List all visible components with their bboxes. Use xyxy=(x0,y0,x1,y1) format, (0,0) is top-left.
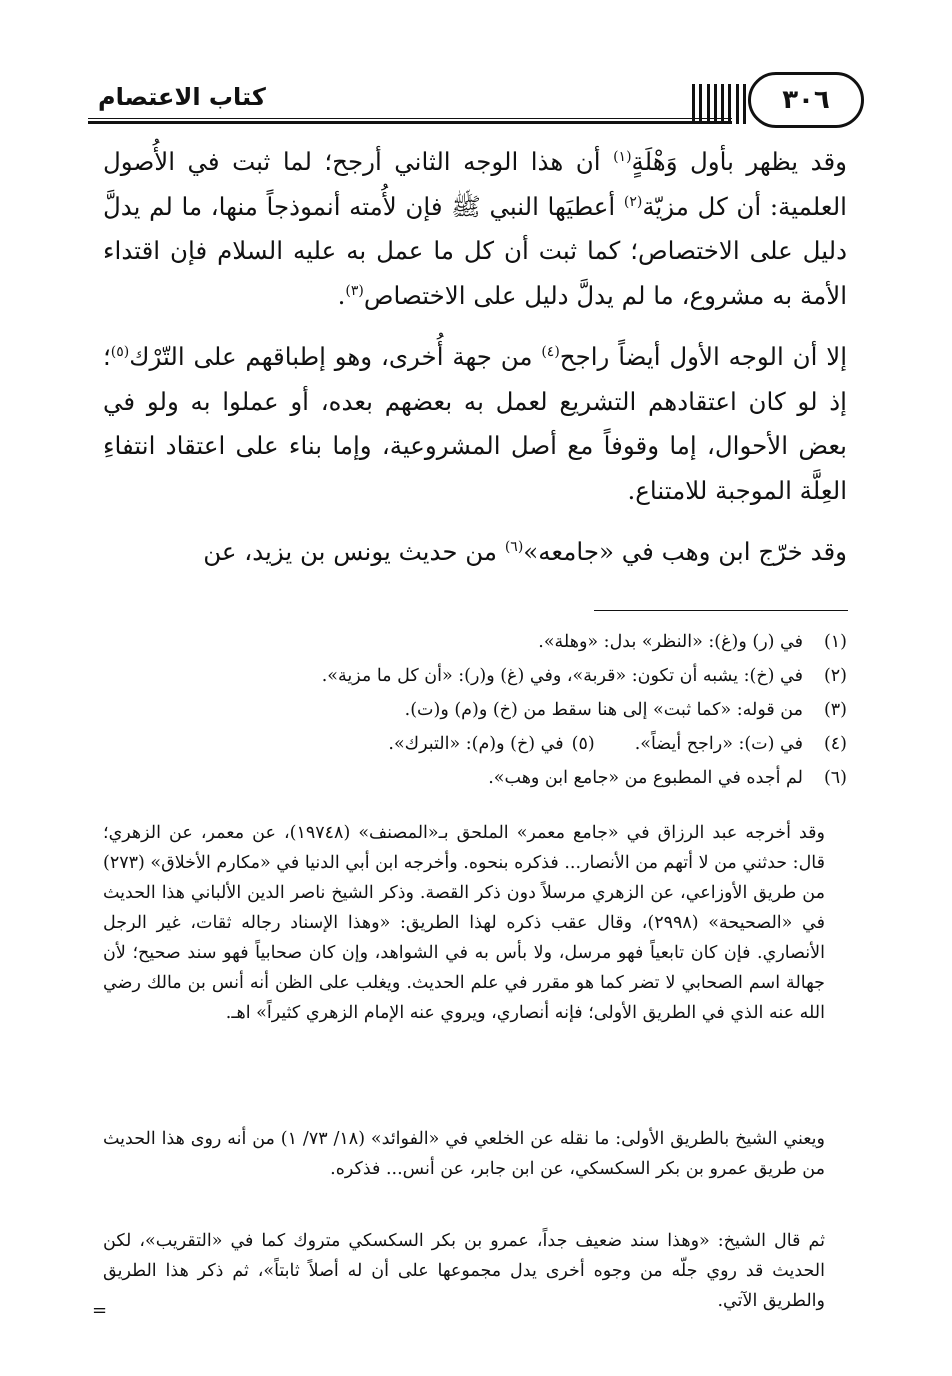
page-header xyxy=(88,68,864,130)
text-run: أن هذا الوجه الثاني أرجح؛ لما ثبت في الأُصول العلمية: أن كل مزيّة xyxy=(103,147,847,221)
footnote-text: لم أجده في المطبوع من «جامع ابن وهب». xyxy=(488,768,803,788)
text-run: وقد يظهر بأول وَهْلَةٍ xyxy=(631,147,847,176)
header-rule xyxy=(88,118,732,119)
footnote-number: (٦) xyxy=(823,768,847,788)
footnote-number: (٢) xyxy=(823,666,847,686)
paragraph-2 xyxy=(103,335,847,513)
footnote-separator xyxy=(594,610,848,611)
footnote-number: (١) xyxy=(823,632,847,652)
footnote-6-body-3: ثم قال الشيخ: «وهذا سند ضعيف جداً، عمرو بن بكر السكسكي متروك كما في «التقريب»، لكن الحديث قد روي جلّه من وجوه أخرى يدل مجموعها على أن له أصلاً ثابتاً»، ثم ذكر هذا الطريق والطريق الآتي. xyxy=(103,1231,825,1311)
page-number: ٣٠٦ xyxy=(782,85,830,115)
text-run: . xyxy=(337,280,346,310)
footnotes-list xyxy=(103,625,847,795)
footnote-3 xyxy=(103,693,847,727)
paragraph-1 xyxy=(103,140,847,318)
footnote-ref[interactable]: (٤) xyxy=(541,343,560,360)
text-run: وقد خرّج ابن وهب في «جامعه» xyxy=(523,537,847,566)
footnote-6-body-1: وقد أخرجه عبد الرزاق في «جامع معمر» الملحق بـ«المصنف» (١٩٧٤٨)، عن معمر، عن الزهري؛ قال: حدثني من لا أتهم من الأنصار... فذكره بنحوه. وأخرجه ابن أبي الدنيا في «مكارم الأخلاق» (٢٧٣) من طريق الأوزاعي، عن الزهري مرسلاً دون ذكر القصة. وذكر الشيخ ناصر الدين الألباني هذا الحديث في «الصحيحة» (٢٩٩٨)، وقال عقب ذكره لهذا الطريق: «وهذا الإسناد رجاله ثقات، غير الرجل الأنصاري. فإن كان تابعياً فهو مرسل، ولا بأس به في الشواهد، وإن كان صحابياً فهو سند صحيح؛ لأن جهالة اسم الصحابي لا تضر كما هو مقرر في علم الحديث. ويغلب على الظن أنه أنس بن مالك رضي الله عنه الذي في الطريق الأولى؛ فإنه أنصاري، ويروي عنه الإمام الزهري كثيراً» اهـ. xyxy=(103,823,825,1023)
footnote-text: في (خ) و(م): «التبرك». xyxy=(388,734,564,754)
footnote-2 xyxy=(103,659,847,693)
header-ornament-bars xyxy=(692,84,746,124)
footnote-text: من قوله: «كما ثبت» إلى هنا سقط من (خ) و(م) و(ت). xyxy=(404,700,803,720)
footnote-ref[interactable]: (٦) xyxy=(504,538,524,555)
footnote-number: (٣) xyxy=(823,700,847,720)
footnote-1 xyxy=(103,625,847,659)
text-run: من حديث يونس بن يزيد، عن xyxy=(203,537,505,566)
footnote-text: في (ر) و(غ): «النظر» بدل: «وهلة». xyxy=(538,632,803,652)
footnote-number: (٤) xyxy=(823,734,847,754)
footnote-ref[interactable]: (٣) xyxy=(345,282,364,299)
book-title: كتاب الاعتصام xyxy=(98,83,266,111)
text-run: إلا أن الوجه الأول أيضاً راجح xyxy=(559,342,848,371)
footnote-ref[interactable]: (١) xyxy=(613,148,632,165)
footnote-ref[interactable]: (٥) xyxy=(110,343,130,360)
continuation-mark: = xyxy=(92,1300,108,1321)
footnote-number: (٥) xyxy=(571,734,595,754)
footnote-text: في (خ): يشبه أن تكون: «قربة»، وفي (غ) و(ر): «أن كل ما مزية». xyxy=(321,666,803,686)
text-run: ؛ إذ لو كان اعتقادهم التشريع لعمل به بعضهم بعده، أو عملوا به ولو في بعض الأحوال، إما وقوفاً مع أصل المشروعية، وإما بناء على اعتقاد انتفاءِ العِلَّة الموجبة للامتناع. xyxy=(103,342,847,505)
footnote-4-5 xyxy=(103,727,847,761)
text-run: من جهة أُخرى، وهو إطباقهم على التّرْك xyxy=(129,342,542,371)
footnote-ref[interactable]: (٢) xyxy=(623,193,643,210)
page-number-badge xyxy=(748,72,864,128)
text-run: أعطيَها النبي ﷺ فإن لأُمته أنموذجاً منها، ما لم يدلَّ دليل على الاختصاص؛ كما ثبت أن كل ما عمل به عليه السلام فإن اقتداء الأمة به مشروع، ما لم يدلَّ دليل على الاختصاص xyxy=(103,191,847,310)
paragraph-3 xyxy=(103,530,847,575)
header-rule-thick xyxy=(88,121,732,124)
footnote-text: في (ت): «راجح أيضاً». xyxy=(634,734,803,754)
footnote-6-body-2: ويعني الشيخ بالطريق الأولى: ما نقله عن الخلعي في «الفوائد» (١٨/ ٧٣/ ١) من أنه روى هذا الحديث من طريق عمرو بن بكر السكسكي، عن ابن جابر، عن أنس... فذكره. xyxy=(103,1129,825,1179)
footnote-6 xyxy=(103,761,847,795)
